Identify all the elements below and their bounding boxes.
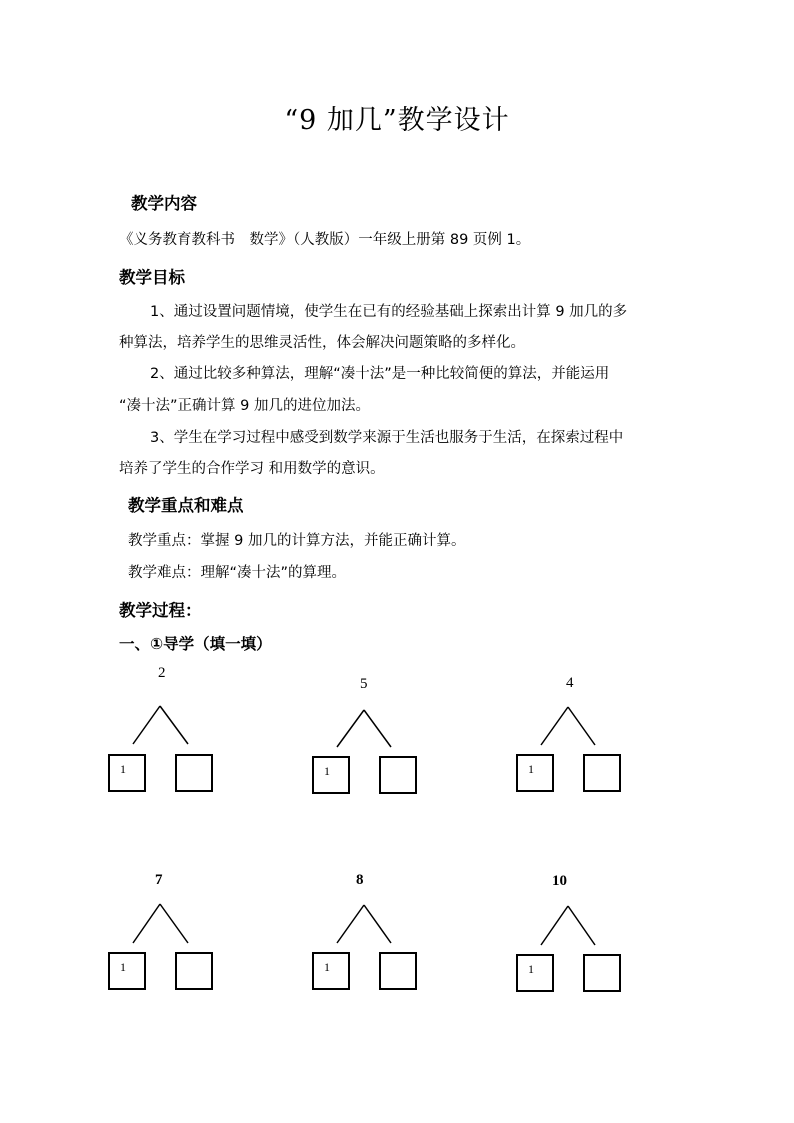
tree6-right-branch <box>568 906 595 945</box>
tree4-left-number: 1 <box>120 960 126 974</box>
tree6-left-branch <box>541 906 568 945</box>
step1-heading: 一、①导学（填一填） <box>119 635 272 653</box>
tree3-left-branch <box>541 707 568 745</box>
goal3-line1: 3、学生在学习过程中感受到数学来源于生活也服务于生活，在探索过程中 <box>150 430 624 446</box>
goal2-line1: 2、通过比较多种算法，理解“凑十法”是一种比较简便的算法，并能运用 <box>150 366 610 382</box>
tree3-left-number: 1 <box>528 762 534 776</box>
tree1-top-number: 2 <box>158 665 166 681</box>
goal3-line2: 培养了学生的合作学习 和用数学的意识。 <box>119 461 385 477</box>
tree5-right-branch <box>364 905 391 943</box>
tree2-left-number: 1 <box>324 764 330 778</box>
tree4-top-number: 7 <box>155 872 163 888</box>
content-heading: 教学内容 <box>131 194 197 213</box>
tree1-left-branch <box>133 706 160 744</box>
goal2-line2: “凑十法”正确计算 9 加几的进位加法。 <box>119 398 370 414</box>
goal1-line1: 1、通过设置问题情境，使学生在已有的经验基础上探索出计算 9 加几的多 <box>150 304 628 320</box>
tree6-left-box <box>516 954 554 992</box>
tree5-left-number: 1 <box>324 960 330 974</box>
tree5-right-box[interactable] <box>379 952 417 990</box>
goal1-line2: 种算法，培养学生的思维灵活性，体会解决问题策略的多样化。 <box>119 335 525 351</box>
keypoint-text: 教学重点：掌握 9 加几的计算方法，并能正确计算。 <box>128 533 466 549</box>
content-text: 《义务教育教科书 数学》（人教版）一年级上册第 89 页例 1。 <box>119 232 531 248</box>
tree2-right-box[interactable] <box>379 756 417 794</box>
tree2-top-number: 5 <box>360 676 368 692</box>
tree4-right-box[interactable] <box>175 952 213 990</box>
tree5-left-box <box>312 952 350 990</box>
tree1-left-number: 1 <box>120 762 126 776</box>
page-title: “9 加几”教学设计 <box>284 105 510 136</box>
tree2-right-branch <box>364 710 391 747</box>
goals-heading: 教学目标 <box>119 268 185 287</box>
tree3-left-box <box>516 754 554 792</box>
difficulty-text: 教学难点：理解“凑十法”的算理。 <box>128 565 347 581</box>
tree2-left-branch <box>337 710 364 747</box>
tree6-top-number: 10 <box>552 873 567 889</box>
tree6-left-number: 1 <box>528 962 534 976</box>
tree3-right-branch <box>568 707 595 745</box>
tree1-right-branch <box>160 706 188 744</box>
tree3-top-number: 4 <box>566 675 574 691</box>
tree6-right-box[interactable] <box>583 954 621 992</box>
tree5-top-number: 8 <box>356 872 364 888</box>
keypoints-heading: 教学重点和难点 <box>128 496 244 515</box>
tree2-left-box <box>312 756 350 794</box>
process-heading: 教学过程： <box>119 601 202 620</box>
tree4-left-box <box>108 952 146 990</box>
tree4-left-branch <box>133 904 160 943</box>
tree5-left-branch <box>337 905 364 943</box>
tree3-right-box[interactable] <box>583 754 621 792</box>
tree1-left-box <box>108 754 146 792</box>
tree4-right-branch <box>160 904 188 943</box>
tree1-right-box[interactable] <box>175 754 213 792</box>
